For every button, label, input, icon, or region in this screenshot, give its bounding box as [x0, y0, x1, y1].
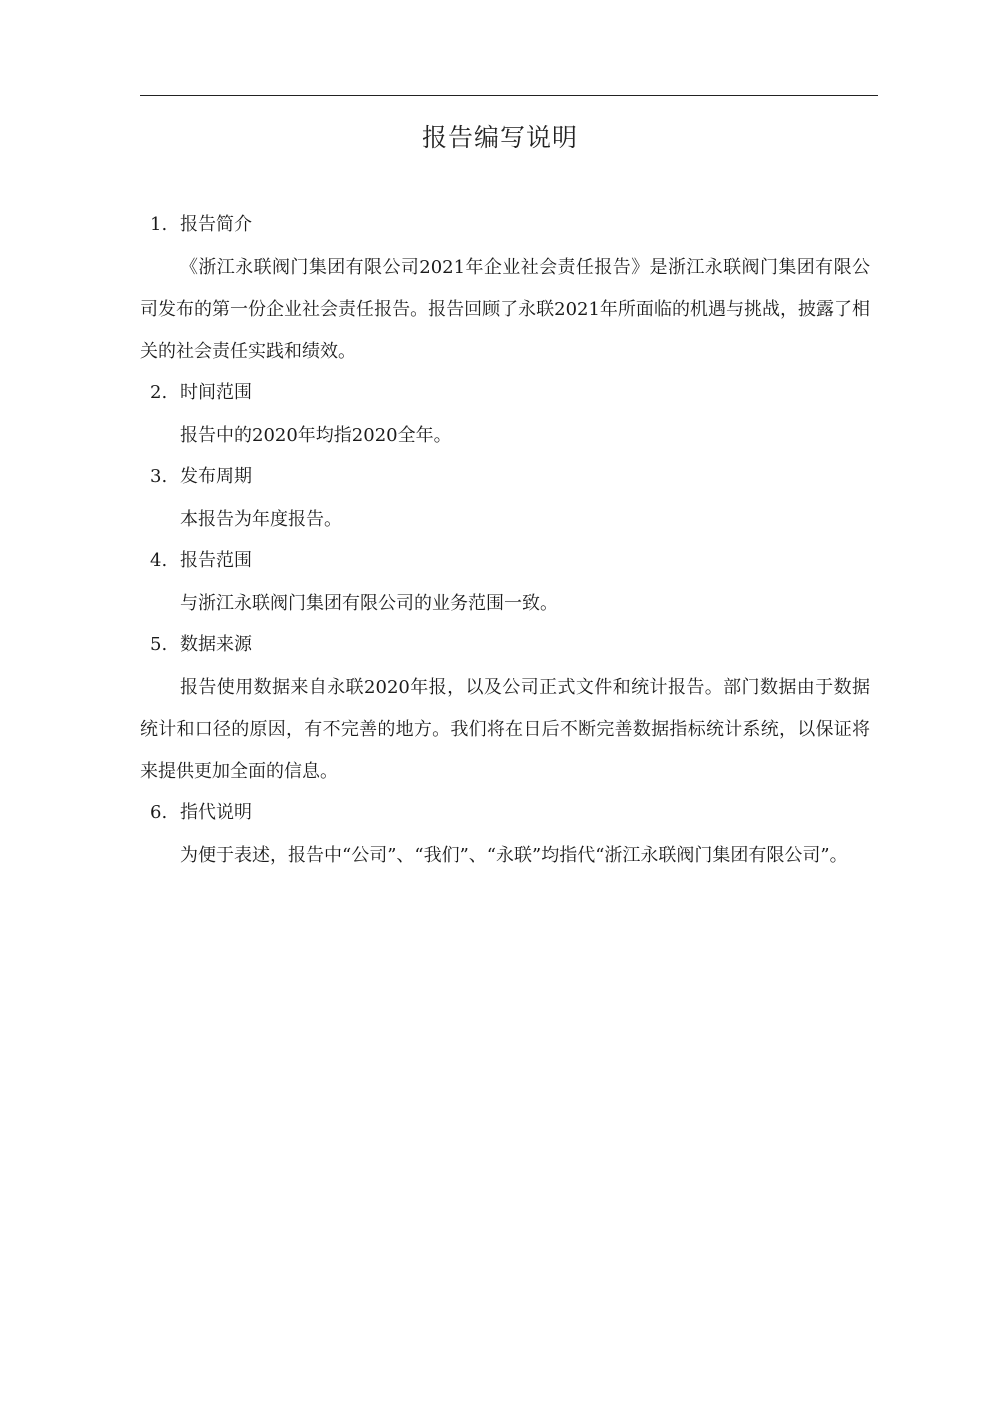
section-heading-text: 数据来源 [180, 634, 252, 655]
section-body: 报告使用数据来自永联2020年报，以及公司正式文件和统计报告。部门数据由于数据统计和口径的原因，有不完善的地方。我们将在日后不断完善数据指标统计系统，以保证将来提供更加全面的信息。 [140, 677, 870, 782]
section-body: 《浙江永联阀门集团有限公司2021年企业社会责任报告》是浙江永联阀门集团有限公司发布的第一份企业社会责任报告。报告回顾了永联2021年所面临的机遇与挑战，披露了相关的社会责任实践和绩效。 [140, 257, 870, 362]
section-heading [150, 625, 870, 667]
section-body: 报告中的2020年均指2020全年。 [180, 425, 452, 446]
section-number: 2. [150, 382, 168, 403]
section-time-range [150, 373, 870, 457]
section-number: 3. [150, 466, 168, 487]
section-heading [150, 373, 870, 415]
section-number: 1. [150, 214, 168, 235]
section-heading-text: 发布周期 [180, 466, 252, 487]
section-heading-text: 报告简介 [180, 214, 252, 235]
section-release-cycle [150, 457, 870, 541]
document-body [140, 205, 870, 877]
section-heading-text: 指代说明 [180, 802, 252, 823]
section-heading [150, 793, 870, 835]
section-heading-text: 时间范围 [180, 382, 252, 403]
page-title: 报告编写说明 [421, 123, 578, 152]
section-heading [150, 457, 870, 499]
section-number: 6. [150, 802, 168, 823]
section-heading [150, 541, 870, 583]
section-heading-text: 报告范围 [180, 550, 252, 571]
section-data-source [140, 625, 870, 793]
section-body: 与浙江永联阀门集团有限公司的业务范围一致。 [180, 593, 558, 614]
section-heading [150, 205, 870, 247]
section-body: 为便于表述，报告中“公司”、“我们”、“永联”均指代“浙江永联阀门集团有限公司”。 [180, 845, 848, 866]
section-number: 4. [150, 550, 168, 571]
section-report-scope [150, 541, 870, 625]
section-report-intro [140, 205, 870, 373]
section-body: 本报告为年度报告。 [180, 509, 342, 530]
section-terminology [150, 793, 870, 877]
section-number: 5. [150, 634, 168, 655]
header-rule [140, 95, 878, 96]
